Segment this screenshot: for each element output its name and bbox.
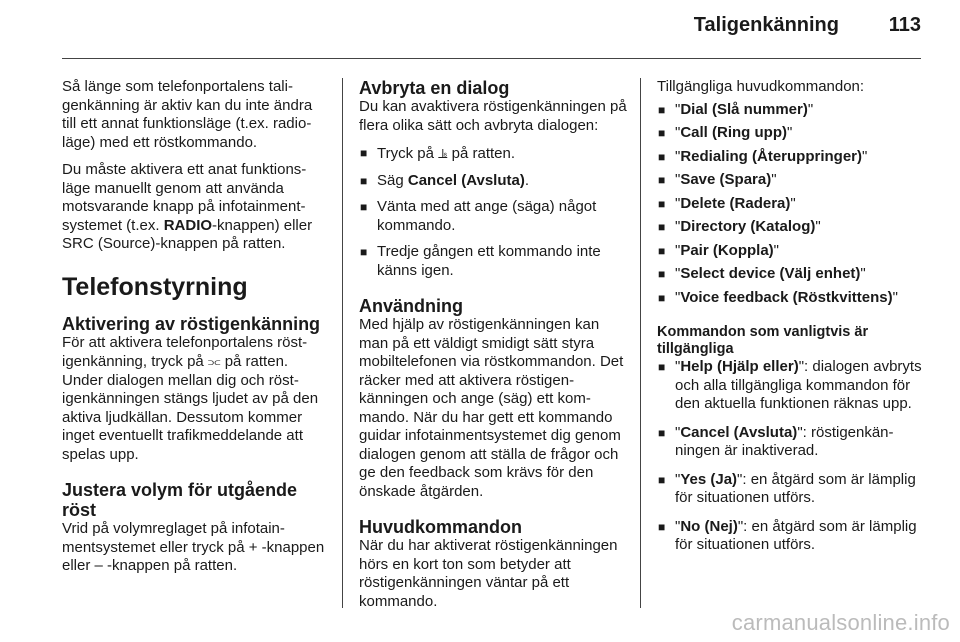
text: Säg (377, 171, 408, 189)
text: på ratten. Under dialogen mellan dig och röstigenkänningen stängs ljudet av på den aktiva ljudkällan. Dessutom kommer inget eventuellt trafikmeddelande att spelas upp. (62, 353, 319, 463)
section-heading: Telefonstyrning (62, 272, 248, 301)
column-2 (359, 78, 627, 620)
command-text: Cancel (Avsluta) (407, 171, 525, 189)
command-text: Call (Ring upp) (680, 124, 787, 141)
radio-key: RADIO (163, 216, 213, 234)
command-text: Select device (Välj enhet) (680, 265, 861, 282)
paragraph: När du har aktiverat röstigenkänningen hörs en kort ton som betyder att röstigenkänningen väntar på ett kommando. (359, 537, 618, 610)
command-text: Cancel (Avsluta) (680, 423, 798, 441)
text: . (524, 171, 530, 189)
list-item: ■ "Help (Hjälp eller)": dialogen avbryts och alla tillgängliga kommandon för den aktuella funktionen räknas upp. (657, 358, 925, 414)
bullet-list (359, 144, 627, 280)
command-text: No (Nej) (680, 517, 738, 535)
command-text: Yes (Ja) (680, 470, 738, 488)
list-item: ■ "Redialing (Återuppringer)" (657, 148, 925, 167)
header-rule (62, 58, 921, 59)
list-item: ■ "Voice feedback (Röstkvittens)" (657, 289, 925, 308)
list-item (359, 144, 627, 164)
subsection-heading: Kommandon som vanligtvis är tillgängliga (657, 324, 869, 357)
page-header (0, 14, 921, 50)
paragraph: Vrid på volymreglaget på infotainmentsystemet eller tryck på + -knappen eller – -knappen på ratten. (62, 520, 325, 574)
command-text: Save (Spara) (680, 171, 772, 188)
command-text: Dial (Slå nummer) (680, 100, 808, 118)
list-item: ■ "No (Nej)": en åtgärd som är lämplig för situationen utförs. (657, 518, 925, 555)
common-command-list (657, 358, 925, 555)
mute-button-icon: ⫡ (438, 145, 448, 161)
paragraph: Med hjälp av röstigenkänningen kan man på ett väldigt smidigt sätt styra mobiltelefonen via röstkommandon. Det räcker med att aktivera röstigenkänningen och ange (säg) ett kommando. När du har gett ett kommando guidar infotainmentsystemet dig genom dialogen genom att ställa de frågor och ge den feedback som krävs för den önskade åtgärden. (359, 316, 624, 500)
text: -knappen) eller SRC (Source)-knappen på ratten. (62, 216, 313, 252)
paragraph: Du kan avaktivera röstigenkänningen på flera olika sätt och avbryta dialogen: (359, 98, 627, 134)
column-1 (62, 78, 328, 585)
page-title: Taligenkänning (693, 14, 839, 36)
subsection-heading: Avbryta en dialog (359, 78, 510, 98)
column-divider-1 (342, 78, 343, 608)
subsection-heading: Huvudkommandon (359, 517, 523, 537)
list-item (359, 172, 627, 191)
list-item: ■ "Directory (Katalog)" (657, 218, 925, 237)
paragraph (62, 334, 328, 465)
page-number: 113 (888, 14, 921, 36)
paragraph: Tillgängliga huvudkommandon: (657, 78, 865, 95)
command-text: Delete (Radera) (680, 194, 791, 212)
command-text: Directory (Katalog) (680, 218, 816, 235)
text: För att aktivera telefonportalens röstigenkänning, tryck på (62, 333, 308, 370)
text: Du måste aktivera ett anat funktionsläge manuellt genom att använda motsvarande knapp på infotainmentsystemet (t.ex. (62, 161, 307, 234)
list-item: ■ Tredje gången ett kommando inte känns igen. (359, 243, 627, 280)
watermark: carmanualsonline.info (731, 610, 950, 635)
command-text: Redialing (Återuppringer) (680, 147, 862, 165)
list-item: ■ "Pair (Koppla)" (657, 242, 925, 261)
list-item: ■ "Save (Spara)" (657, 171, 925, 190)
text: Tryck på (377, 145, 439, 162)
text: : röstigenkänningen är inaktiverad. (675, 423, 894, 459)
text: : en åtgärd som är lämplig för situationen utförs. (675, 517, 917, 553)
text: : dialogen avbryts och alla tillgängliga kommandon för den aktuella funktionen räknas upp. (675, 358, 922, 412)
voice-button-icon: ⫗ (207, 353, 221, 369)
command-text: Help (Hjälp eller) (680, 358, 799, 375)
paragraph: Så länge som telefonportalens taligenkänning är aktiv kan du inte ändra till ett annat funktionsläge (t.ex. radioläge) med ett röstkommando. (62, 78, 313, 151)
list-item: ■ Vänta med att ange (säga) något kommando. (359, 198, 627, 235)
subsection-heading: Aktivering av röstigenkänning (62, 313, 321, 334)
main-command-list (657, 101, 925, 308)
list-item: ■ "Yes (Ja)": en åtgärd som är lämplig för situationen utförs. (657, 471, 925, 508)
list-item: ■ "Select device (Välj enhet)" (657, 265, 925, 284)
column-divider-2 (640, 78, 641, 608)
text: på ratten. (447, 145, 516, 162)
list-item: ■ "Cancel (Avsluta)": röstigenkänningen är inaktiverad. (657, 424, 925, 461)
text: : en åtgärd som är lämplig för situationen utförs. (675, 470, 916, 506)
subsection-heading: Justera volym för utgående röst (62, 480, 298, 520)
command-text: Voice feedback (Röstkvittens) (680, 288, 893, 306)
subsection-heading: Användning (359, 296, 463, 316)
command-text: Pair (Koppla) (680, 241, 774, 259)
paragraph (62, 161, 328, 254)
list-item: ■ "Delete (Radera)" (657, 195, 925, 214)
column-3 (657, 78, 925, 565)
list-item: ■ "Call (Ring upp)" (657, 124, 925, 143)
list-item: ■ "Dial (Slå nummer)" (657, 101, 925, 120)
